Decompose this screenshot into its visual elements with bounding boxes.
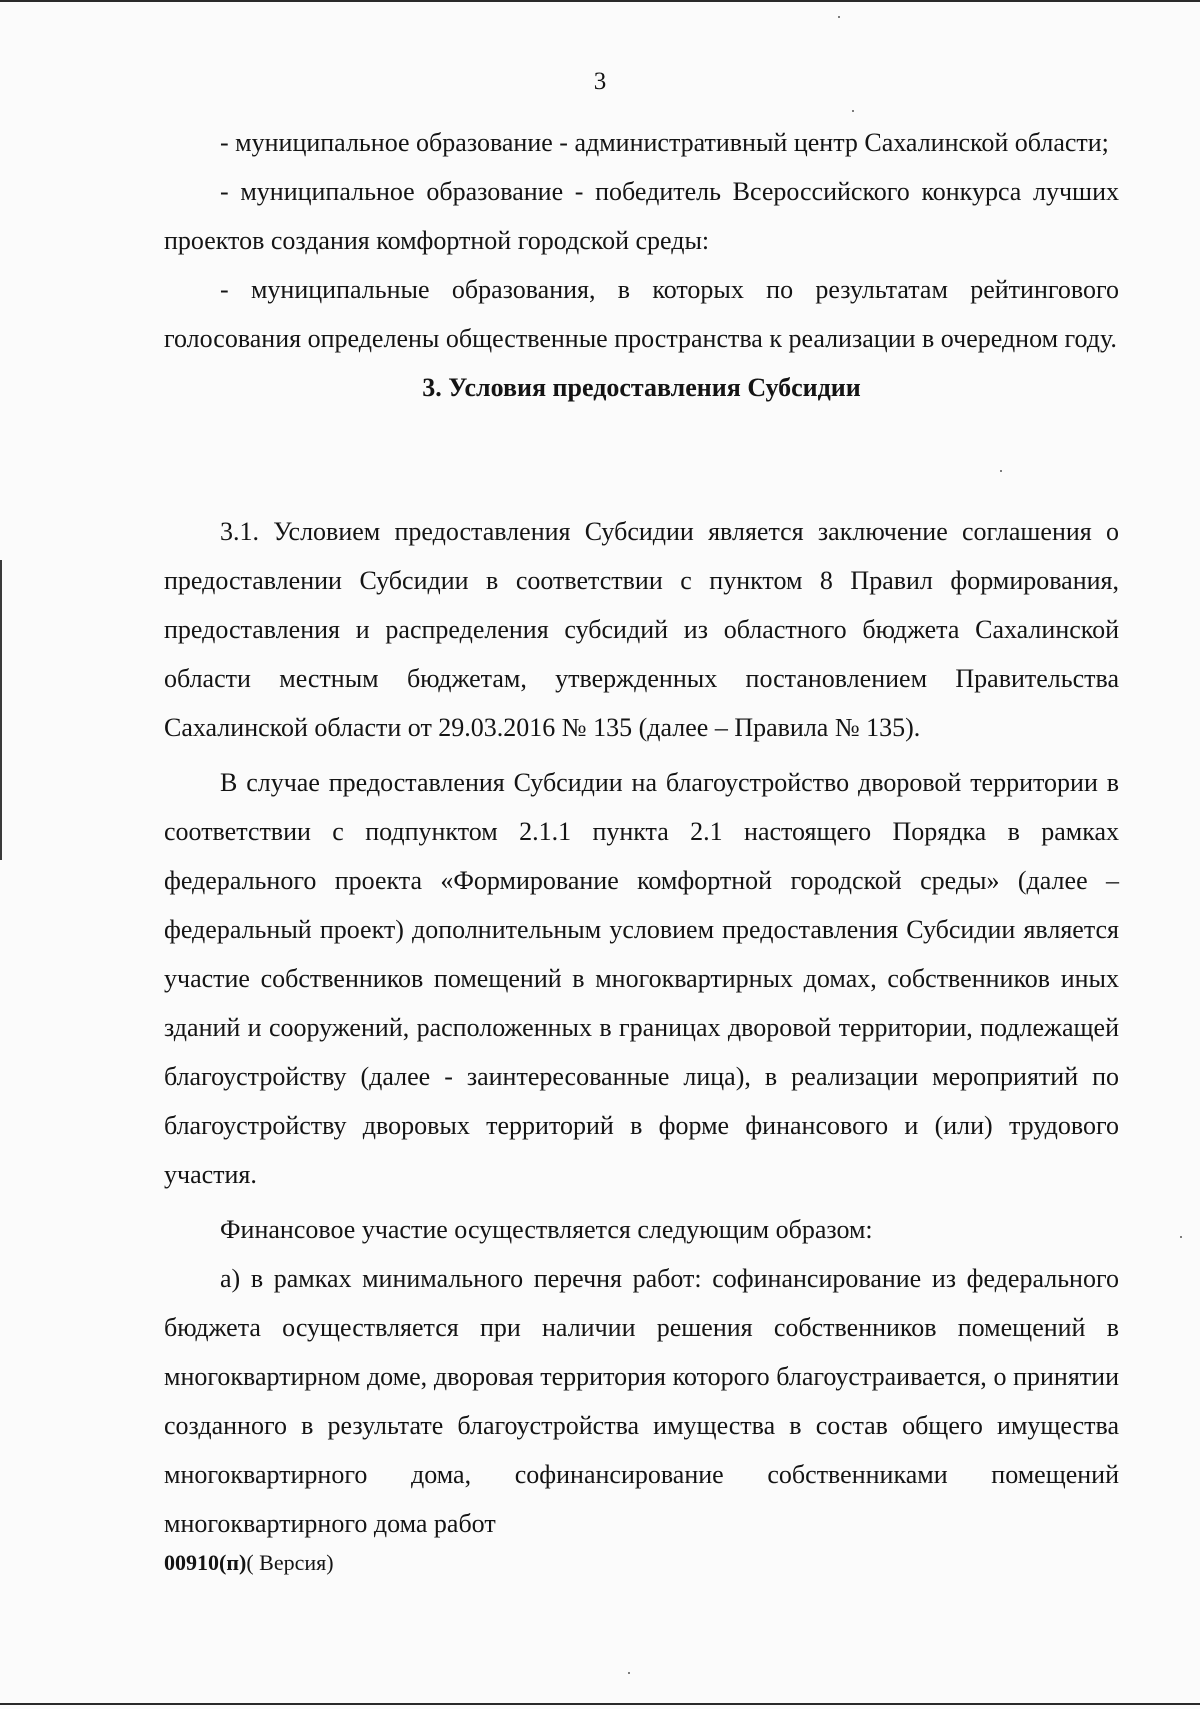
scan-speck: [852, 110, 854, 112]
body-paragraph: Финансовое участие осуществляется следующим образом:: [220, 1215, 873, 1244]
section-body: [164, 507, 1119, 1548]
document-footer: [164, 1550, 334, 1576]
document-version: ( Версия): [246, 1550, 334, 1575]
scan-edge-bottom: [0, 1703, 1200, 1705]
body-paragraph: В случае предоставления Субсидии на благоустройство дворовой территории в соответствии с подпунктом 2.1.1 пункта 2.1 настоящего Порядка в рамках федерального проекта «Формирование комфортной городской среды» (далее – федеральный проект) дополнительным условием предоставления Субсидии является участие собственников помещений в многоквартирных домах, собственников иных зданий и сооружений, расположенных в границах дворовой территории, подлежащей благоустройству (далее - заинтересованные лица), в реализации мероприятий по благоустройству дворовых территорий в форме финансового и (или) трудового участия.: [164, 768, 1119, 1189]
body-paragraph: 3.1. Условием предоставления Субсидии является заключение соглашения о предоставлении Субсидии в соответствии с пунктом 8 Правил формирования, предоставления и распределения субсидий из областного бюджета Сахалинской области местным бюджетам, утвержденных постановлением Правительства Сахалинской области от 29.03.2016 № 135 (далее – Правила № 135).: [164, 517, 1119, 742]
list-item-paragraph: - муниципальные образования, в которых по результатам рейтингового голосования определены общественные пространства к реализации в очередном году.: [164, 275, 1119, 353]
scan-speck: [838, 16, 840, 18]
list-item-paragraph: - муниципальное образование - победитель Всероссийского конкурса лучших проектов создания комфортной городской среды:: [164, 177, 1119, 255]
page-number: 3: [593, 68, 607, 95]
scan-edge-top: [0, 0, 1200, 2]
section-heading: 3. Условия предоставления Субсидии: [422, 373, 861, 402]
scan-speck: [1180, 1236, 1182, 1238]
scan-speck: [1000, 470, 1002, 472]
document-code: 00910(п): [164, 1550, 247, 1575]
scan-edge-left: [0, 560, 2, 860]
body-paragraph: а) в рамках минимального перечня работ: софинансирование из федерального бюджета осуществляется при наличии решения собственников помещений в многоквартирном доме, дворовая территория которого благоустраивается, о принятии созданного в результате благоустройства имущества в состав общего имущества многоквартирного дома, софинансирование собственниками помещений многоквартирного дома работ: [164, 1264, 1119, 1538]
list-item-paragraph: - муниципальное образование - административный центр Сахалинской области;: [220, 128, 1109, 157]
list-items-block: [164, 118, 1119, 413]
scan-speck: [628, 1672, 630, 1674]
